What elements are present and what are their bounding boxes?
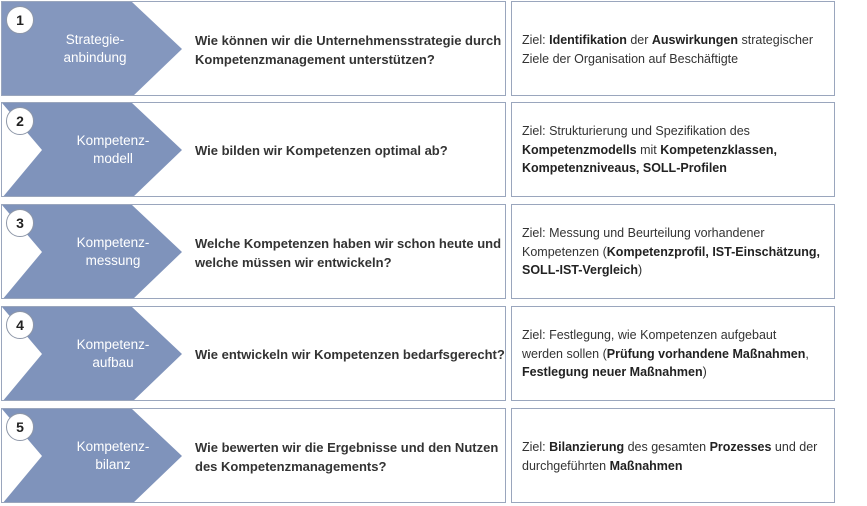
- step-goal-text: [522, 122, 828, 178]
- step-number-badge: 5: [6, 413, 34, 441]
- goal-keyword: Prüfung vorhandene Maßnahmen: [606, 346, 806, 361]
- goal-text: strategischer: [738, 33, 814, 47]
- goal-line: [522, 261, 828, 280]
- step-question: [195, 438, 505, 476]
- goal-keyword: Bilanzierung: [549, 440, 625, 454]
- step-goal-box: [511, 408, 835, 503]
- step-question-line1: Wie bilden wir Kompetenzen optimal ab?: [195, 143, 448, 158]
- goal-text: Ziele der Organisation auf Beschäftigte: [522, 51, 739, 66]
- step-goal-box: [511, 306, 835, 401]
- step-question: [195, 141, 505, 160]
- step-label-line2: bilanz: [95, 457, 131, 472]
- step-goal-box: [511, 102, 835, 197]
- goal-line: [522, 224, 828, 243]
- step-goal-text: [522, 224, 828, 280]
- step-question-line1: Welche Kompetenzen haben wir schon heute und: [195, 236, 502, 251]
- step-label: [58, 132, 168, 168]
- step-label: [40, 31, 150, 67]
- goal-keyword: Prozesses: [709, 440, 772, 454]
- step-question-line1: Wie können wir die Unternehmensstrategie durch: [195, 33, 502, 48]
- goal-line: [522, 31, 828, 50]
- step-number-badge: 1: [6, 6, 34, 34]
- step-question-box: [1, 204, 506, 299]
- goal-text: ): [638, 263, 643, 277]
- step-goal-text: [522, 31, 828, 68]
- step-question: [195, 234, 505, 272]
- step-label: [58, 234, 168, 270]
- step-label-line2: aufbau: [92, 355, 134, 370]
- goal-keyword: Maßnahmen: [609, 458, 683, 473]
- goal-line: [522, 243, 828, 262]
- step-label-line1: Kompetenz-: [76, 337, 150, 352]
- goal-line: [522, 50, 828, 69]
- step-label: [58, 336, 168, 372]
- step-label-line2: modell: [93, 151, 133, 166]
- goal-text: Ziel: Messung und Beurteilung vorhandener: [522, 226, 765, 240]
- step-label: [58, 438, 168, 474]
- step-label-line2: anbindung: [63, 50, 127, 65]
- step-question-line2: welche müssen wir entwickeln?: [195, 255, 392, 270]
- step-label-line1: Kompetenz-: [76, 439, 150, 454]
- step-question-line2: des Kompetenzmanagements?: [195, 459, 387, 474]
- goal-text: des gesamten: [624, 440, 710, 454]
- step-question: [195, 345, 505, 364]
- process-step-1: [0, 1, 867, 97]
- goal-line: [522, 159, 828, 178]
- goal-line: [522, 345, 828, 364]
- goal-keyword: SOLL-IST-Vergleich: [522, 263, 638, 277]
- goal-text: durchgeführten: [522, 458, 610, 473]
- step-question-box: [1, 306, 506, 401]
- goal-text: Ziel:: [522, 33, 550, 47]
- step-question-box: [1, 1, 506, 96]
- goal-keyword: Kompetenzklassen,: [660, 142, 777, 157]
- goal-text: werden sollen (: [522, 346, 607, 361]
- step-question-line2: Kompetenzmanagement unterstützen?: [195, 52, 435, 67]
- step-question-box: [1, 102, 506, 197]
- step-goal-box: [511, 1, 835, 96]
- step-label-line2: messung: [85, 253, 141, 268]
- goal-keyword: Festlegung neuer Maßnahmen: [522, 365, 703, 379]
- goal-text: Kompetenzen (: [522, 244, 607, 259]
- goal-text: ): [702, 365, 707, 379]
- step-label-line1: Strategie-: [65, 32, 125, 47]
- goal-text: mit: [636, 142, 661, 157]
- process-step-2: [0, 102, 867, 198]
- goal-line: [522, 122, 828, 141]
- step-goal-box: [511, 204, 835, 299]
- goal-text: Ziel:: [522, 440, 550, 454]
- process-step-3: [0, 204, 867, 300]
- process-step-4: [0, 306, 867, 402]
- step-label-line1: Kompetenz-: [76, 133, 150, 148]
- goal-text: ,: [805, 346, 809, 361]
- goal-line: [522, 363, 828, 382]
- goal-text: der: [626, 33, 652, 47]
- goal-line: [522, 141, 828, 160]
- goal-text: und der: [771, 440, 818, 454]
- step-number-badge: 2: [6, 107, 34, 135]
- goal-line: [522, 457, 828, 476]
- goal-line: [522, 438, 828, 457]
- goal-keyword: Auswirkungen: [651, 33, 739, 47]
- goal-keyword: Kompetenzprofil, IST-Einschätzung,: [606, 244, 820, 259]
- step-question-box: [1, 408, 506, 503]
- goal-keyword: Identifikation: [549, 33, 627, 47]
- step-number-badge: 4: [6, 311, 34, 339]
- goal-text: Ziel: Festlegung, wie Kompetenzen aufgebaut: [522, 328, 777, 342]
- step-label-line1: Kompetenz-: [76, 235, 150, 250]
- goal-keyword: Kompetenzmodells: [522, 142, 637, 157]
- step-goal-text: [522, 326, 828, 382]
- step-question-line1: Wie bewerten wir die Ergebnisse und den Nutzen: [195, 440, 499, 455]
- goal-keyword: Kompetenzniveaus, SOLL-Profilen: [522, 161, 727, 175]
- step-number-badge: 3: [6, 209, 34, 237]
- process-step-5: [0, 408, 867, 504]
- goal-text: Ziel: Strukturierung und Spezifikation des: [522, 124, 750, 138]
- step-goal-text: [522, 438, 828, 475]
- goal-line: [522, 326, 828, 345]
- step-question-line1: Wie entwickeln wir Kompetenzen bedarfsgerecht?: [195, 347, 505, 362]
- step-question: [195, 31, 505, 69]
